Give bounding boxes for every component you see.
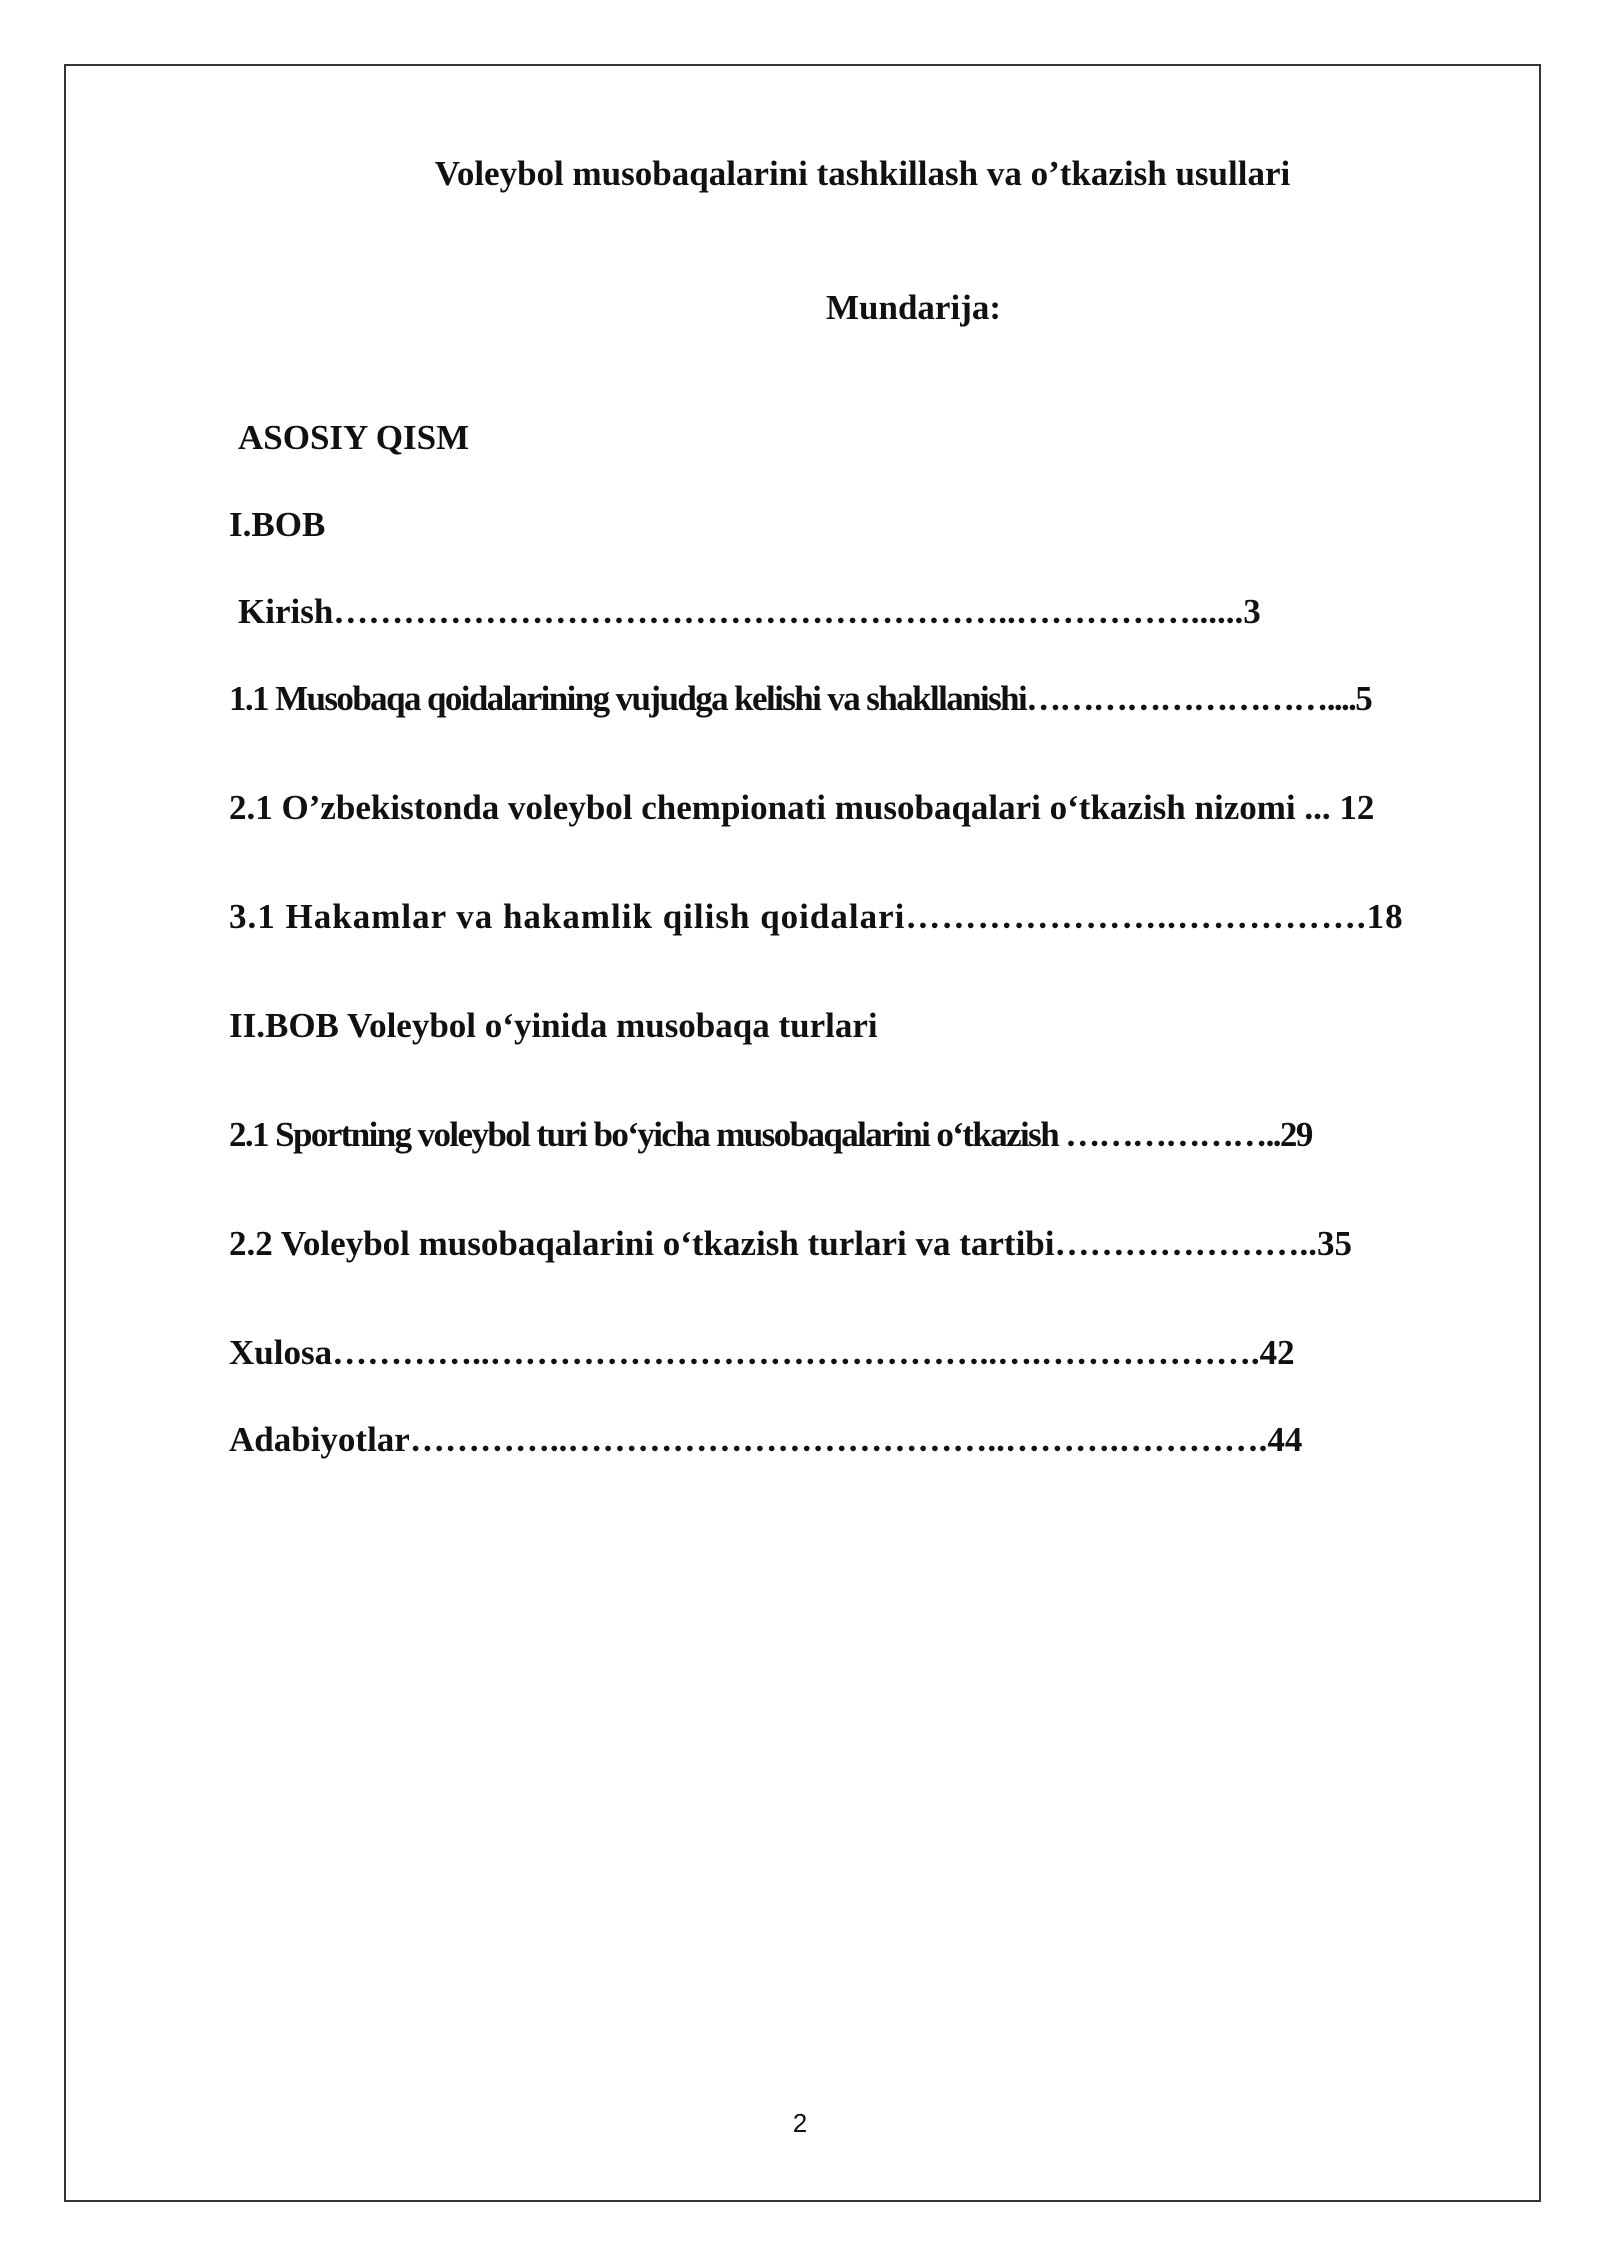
toc-entry-2-1: 2.1 O’zbekistonda voleybol chempionati musobaqalari o‘tkazish nizomi ... 12	[229, 788, 1375, 827]
toc-entry-adabiyotlar: Adabiyotlar…………..………………………………..……….………….44	[229, 1420, 1303, 1459]
document-title: Voleybol musobaqalarini tashkillash va o’tkazish usullari	[434, 154, 1291, 193]
toc-entry-xulosa: Xulosa…………..……………………………………..….……………….42	[229, 1333, 1295, 1372]
chapter-2-heading: II.BOB Voleybol o‘yinida musobaqa turlari	[229, 1006, 878, 1045]
part-heading: ASOSIY QISM	[238, 418, 470, 457]
contents-heading: Mundarija:	[826, 288, 1001, 327]
toc-entry-c2-2: 2.2 Voleybol musobaqalarini o‘tkazish turlari va tartibi…………………..35	[229, 1224, 1352, 1263]
toc-entry-3-1: 3.1 Hakamlar va hakamlik qilish qoidalari…………………..…………….18	[229, 897, 1404, 936]
chapter-1-heading: I.BOB	[229, 505, 326, 544]
page-number: 2	[792, 2108, 808, 2138]
toc-entry-c2-1: 2.1 Sportning voleybol turi bo‘yicha musobaqalarini o‘tkazish ………………..29	[229, 1115, 1312, 1154]
toc-entry-kirish: Kirish…………………………………………………..……………......3	[238, 592, 1261, 631]
toc-entry-1-1: 1.1 Musobaqa qoidalarining vujudga kelishi va shakllanishi………………………....5	[229, 679, 1372, 718]
